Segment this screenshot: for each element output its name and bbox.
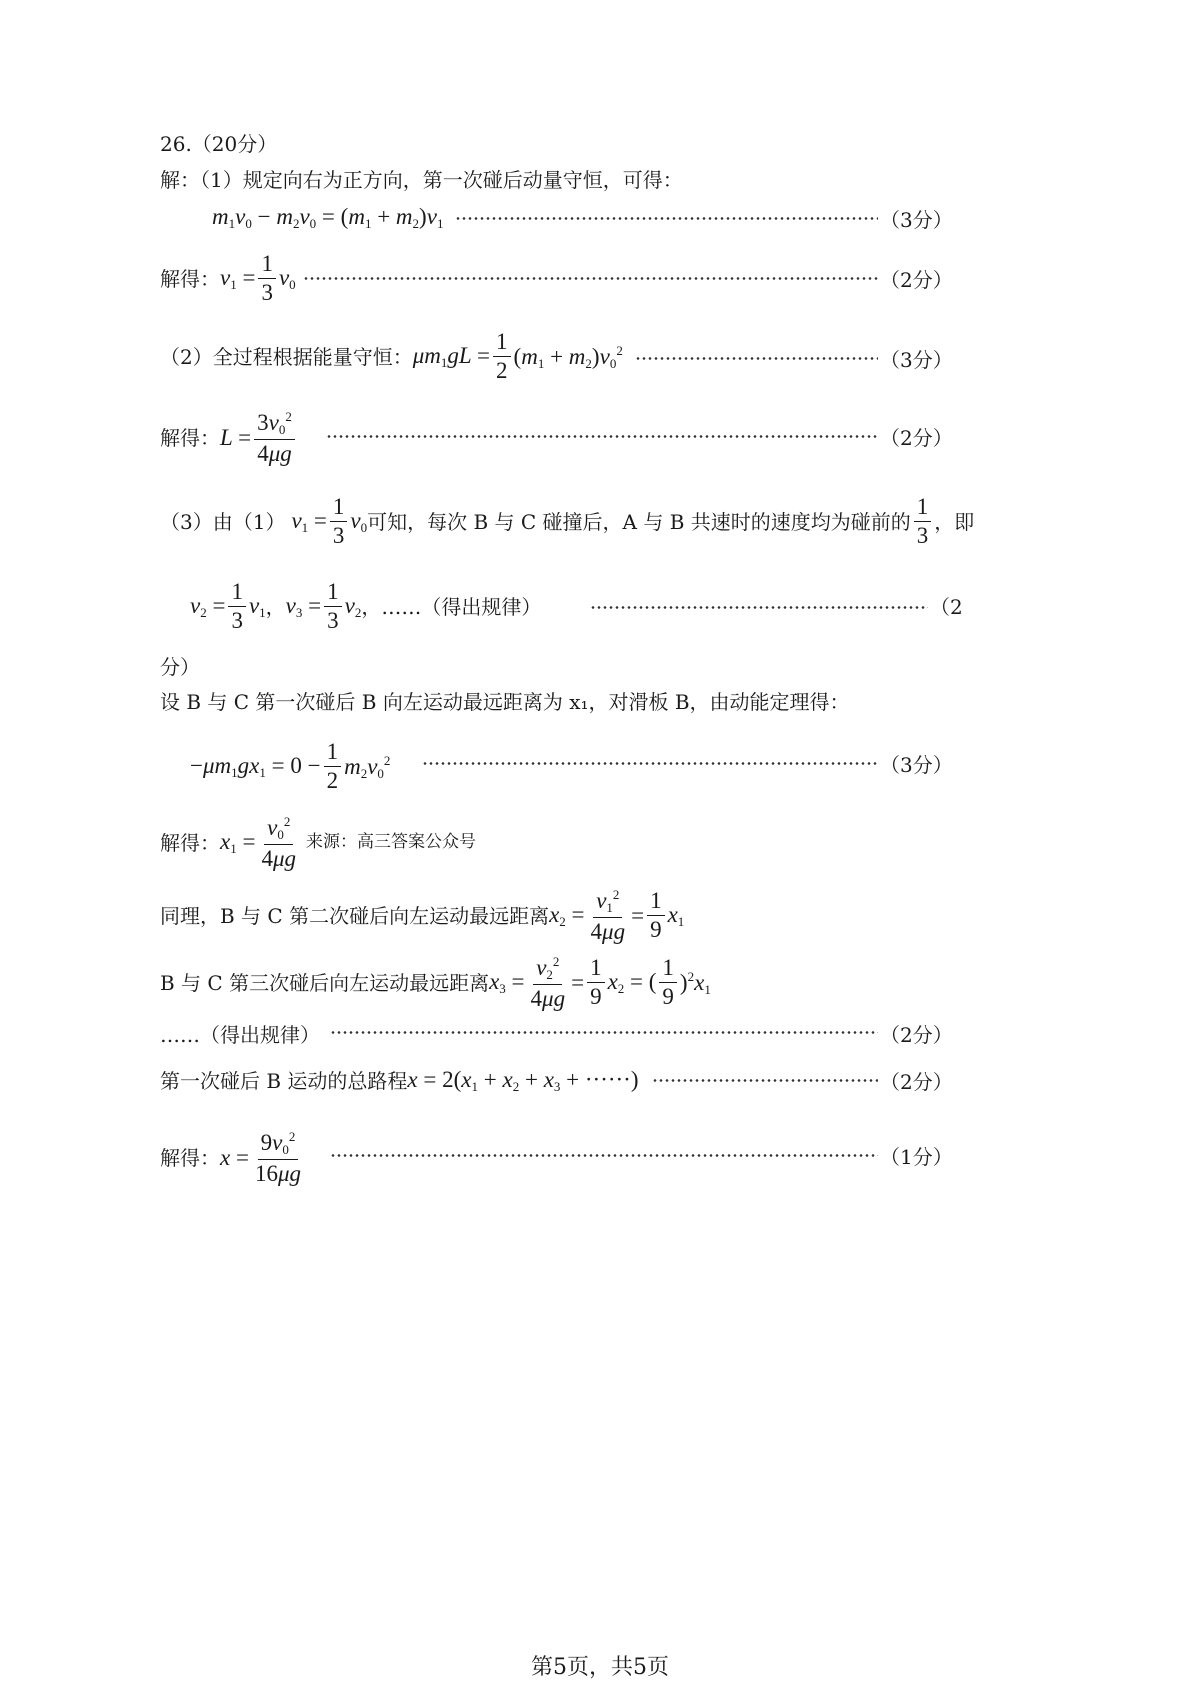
length-result: 解得： L = $\frac{3v_0^2}{4\mu g}$ <box>160 410 298 466</box>
dot-leader <box>422 762 878 765</box>
v1-result: 解得： $v_1$ = $\frac{1}{3}$ $v_0$ <box>160 251 296 306</box>
score-label: （2分） <box>880 426 953 450</box>
x1-result: 解得： $x_1$ = $\frac{v_0^2}{4\mu g}$ 来源：高三答案公众号 <box>160 814 476 871</box>
x2-line: 同理，B 与 C 第二次碰后向左运动最远距离 $x_2$ = $\frac{v_1^2}{4\mu g}$ = $\frac{1}{9}$ $x_1$ <box>160 887 685 944</box>
rule2-note: ……（得出规律） <box>160 1023 320 1047</box>
fraction-one-half: $\frac{1}{2}$ <box>493 330 511 383</box>
total-prefix: 第一次碰后 B 运动的总路程 <box>160 1068 408 1093</box>
rule-note: ……（得出规律） <box>381 594 542 619</box>
source-note: 来源：高三答案公众号 <box>306 832 476 853</box>
score-label: （3分） <box>880 753 953 777</box>
score-label: （2分） <box>880 268 953 292</box>
score-label: （3分） <box>880 208 953 232</box>
x3-prefix: B 与 C 第三次碰后向左运动最远距离 <box>160 970 490 995</box>
part3-mid: 可知，每次 B 与 C 碰撞后，A 与 B 共速时的速度均为碰前的 <box>367 509 911 534</box>
dot-leader <box>635 357 878 360</box>
part3-open: （3）由（1） <box>160 509 286 534</box>
dot-leader <box>590 606 928 609</box>
result-label: 解得： <box>160 830 220 855</box>
energy-conservation-line: （2）全过程根据能量守恒： $\mu m_1gL$ = $\frac{1}{2}$ $(m_1 + m_2)v_0^2$ <box>160 329 623 384</box>
dot-leader <box>330 1031 878 1034</box>
dot-leader <box>652 1079 878 1082</box>
dot-leader <box>330 1154 878 1157</box>
result-label: 解得： <box>160 425 220 450</box>
result-label: 解得： <box>160 1145 220 1170</box>
work-energy-equation: $-\mu m_1gx_1 = 0$ − $\frac{1}{2}$ $m_2v_0^2$ <box>190 739 391 794</box>
part3-end: ，即 <box>934 509 975 534</box>
velocity-rule: $v_2$ = $\frac{1}{3}$ $v_1$ ， $v_3$ = $\frac{1}{3}$ $v_2$ ， ……（得出规律） <box>190 579 542 634</box>
dot-leader <box>455 217 878 220</box>
dot-leader <box>303 277 878 280</box>
x1-setup: 设 B 与 C 第一次碰后 B 向左运动最远距离为 x₁，对滑板 B，由动能定理得： <box>160 690 850 714</box>
momentum-equation: $m_1v_0 - m_2v_0 = (m_1 + m_2)v_1$ <box>212 204 444 231</box>
part1-intro: 解：（1）规定向右为正方向，第一次碰后动量守恒，可得： <box>160 168 683 192</box>
score-label: （3分） <box>880 348 953 372</box>
part2-intro: （2）全过程根据能量守恒： <box>160 344 413 369</box>
total-path-line: 第一次碰后 B 运动的总路程 $x = 2(x_1 + x_2 + x_3$ + ······) <box>160 1067 639 1094</box>
result-label: 解得： <box>160 266 220 291</box>
final-result: 解得： x = $\frac{9v_0^2}{16\mu g}$ <box>160 1129 301 1186</box>
fraction-one-third: $\frac{1}{3}$ <box>258 252 276 305</box>
score-label-wrap: 分） <box>160 655 200 679</box>
score-label: （2分） <box>880 1070 953 1094</box>
page-number: 第5页，共5页 <box>531 1655 669 1680</box>
score-label: （1分） <box>880 1145 953 1169</box>
x3-line: B 与 C 第三次碰后向左运动最远距离 $x_3$ = $\frac{v_2^2}{4\mu g}$ = $\frac{1}{9}$ $x_2$ = ( $\frac{1}{9}$ )$^2x_1$ <box>160 954 711 1011</box>
score-label: （2 <box>930 595 963 619</box>
dot-leader <box>326 435 878 438</box>
part3-intro: （3）由（1） $v_1$ = $\frac{1}{3}$ $v_0$ 可知，每次 B 与 C 碰撞后，A 与 B 共速时的速度均为碰前的 $\frac{1}{3}$ ，即 <box>160 494 975 549</box>
problem-heading: 26.（20分） <box>160 132 278 156</box>
x2-prefix: 同理，B 与 C 第二次碰后向左运动最远距离 <box>160 903 550 928</box>
score-label: （2分） <box>880 1023 953 1047</box>
